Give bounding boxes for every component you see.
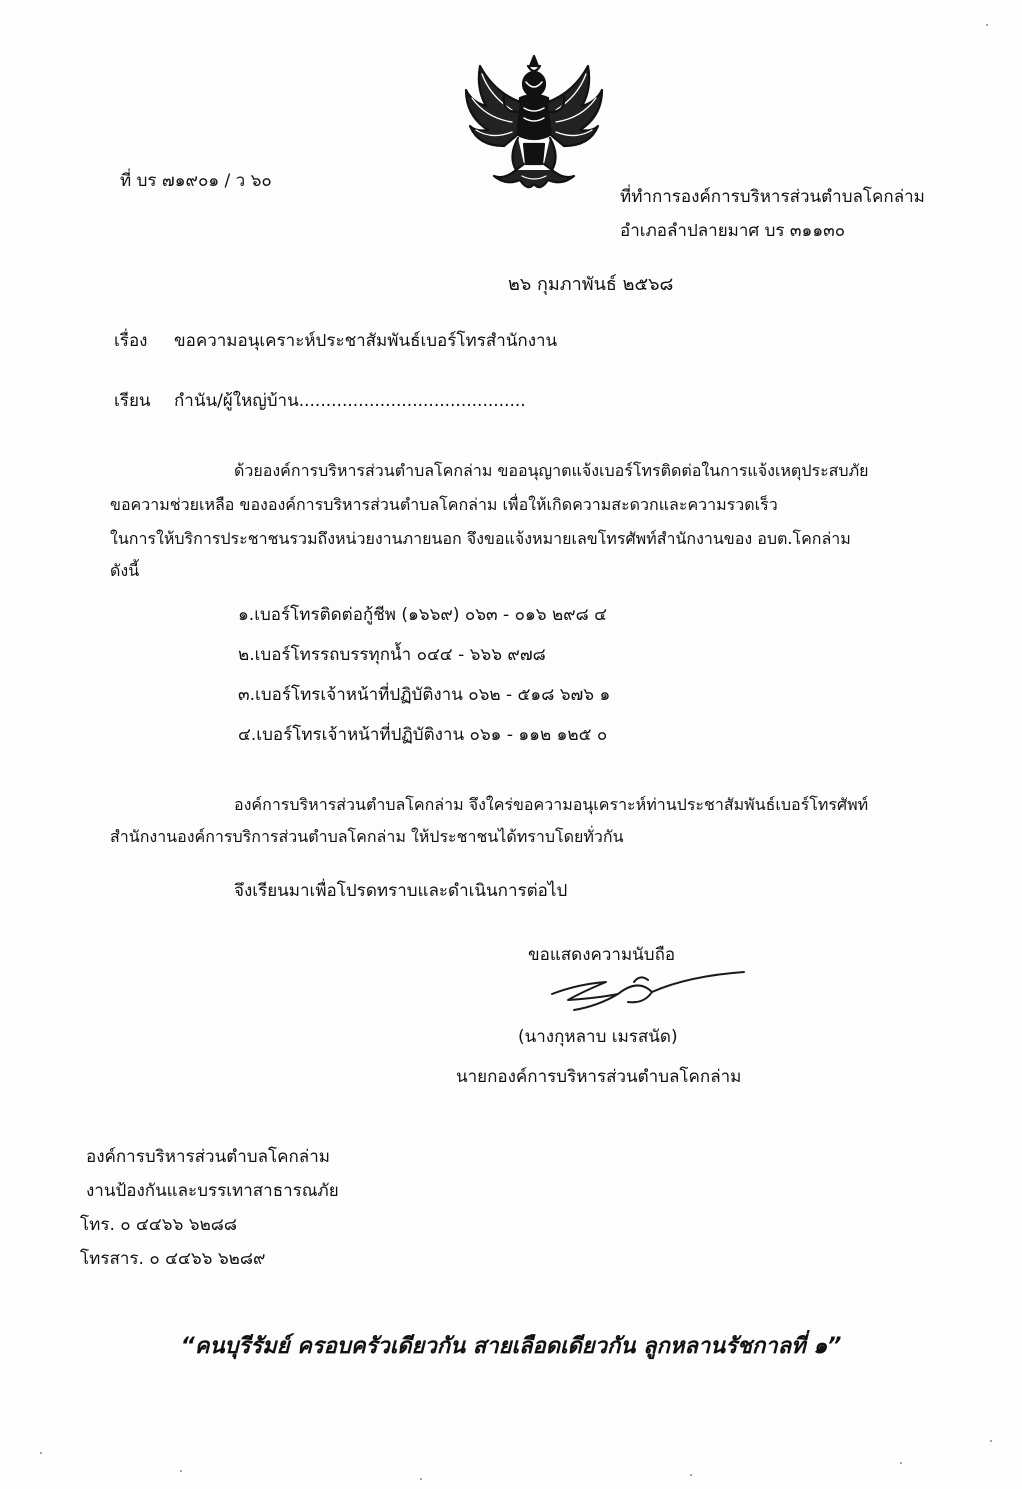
signatory-position: นายกองค์การบริหารส่วนตำบลโคกล่าม xyxy=(456,1067,742,1087)
scan-speck xyxy=(990,1440,992,1442)
office-address-line1: ที่ทำการองค์การบริหารส่วนตำบลโคกล่าม xyxy=(620,187,925,207)
recipient-text: กำนัน/ผู้ใหญ่บ้าน.......................................... xyxy=(174,391,526,411)
garuda-emblem-icon xyxy=(458,52,610,200)
provincial-motto: “คนบุรีรัมย์ ครอบครัวเดียวกัน สายเลือดเดียวกัน ลูกหลานรัชกาลที่ ๑” xyxy=(180,1334,842,1359)
document-date: ๒๖ กุมภาพันธ์ ๒๕๖๘ xyxy=(508,274,674,295)
paragraph1-line3: ในการให้บริการประชาชนรวมถึงหน่วยงานภายนอก จึงขอแจ้งหมายเลขโทรศัพท์สำนักงานของ อบต.โคกล่าม xyxy=(110,529,851,548)
subject-text: ขอความอนุเคราะห์ประชาสัมพันธ์เบอร์โทรสำนักงาน xyxy=(174,331,558,351)
phone-list-item: ๒.เบอร์โทรรถบรรทุกน้ำ ๐๔๔ - ๖๖๖ ๙๗๘ xyxy=(238,645,546,665)
scan-speck xyxy=(420,1478,422,1480)
paragraph1-line4: ดังนี้ xyxy=(110,561,140,580)
subject-label: เรื่อง xyxy=(114,331,148,351)
paragraph2-line2: สำนักงานองค์การบริการส่วนตำบลโคกล่าม ให้ประชาชนได้ทราบโดยทั่วกัน xyxy=(110,827,624,846)
scan-speck xyxy=(986,24,988,26)
phone-list-item: ๓.เบอร์โทรเจ้าหน้าที่ปฏิบัติงาน ๐๖๒ - ๕๑๘ ๖๗๖ ๑ xyxy=(238,685,611,705)
reference-number: ที่ บร ๗๑๙๐๑ / ว ๖๐ xyxy=(120,171,272,191)
office-address-line2: อำเภอลำปลายมาศ บร ๓๑๑๓๐ xyxy=(620,221,846,241)
scan-speck xyxy=(40,1452,42,1454)
closing-request: จึงเรียนมาเพื่อโปรดทราบและดำเนินการต่อไป xyxy=(234,881,568,901)
salutation: ขอแสดงความนับถือ xyxy=(528,945,676,965)
scan-speck xyxy=(900,1462,902,1464)
footer-fax: โทรสาร. ๐ ๔๔๖๖ ๖๒๘๙ xyxy=(80,1249,266,1269)
footer-telephone: โทร. ๐ ๔๔๖๖ ๖๒๘๘ xyxy=(80,1215,238,1235)
signatory-name: (นางกุหลาบ เมรสนัด) xyxy=(518,1027,678,1047)
recipient-label: เรียน xyxy=(114,391,151,411)
paragraph1-line1: ด้วยองค์การบริหารส่วนตำบลโคกล่าม ขออนุญาตแจ้งเบอร์โทรติดต่อในการแจ้งเหตุประสบภัย xyxy=(234,461,869,480)
footer-organization: องค์การบริหารส่วนตำบลโคกล่าม xyxy=(86,1147,330,1167)
paragraph1-line2: ขอความช่วยเหลือ ขององค์การบริหารส่วนตำบลโคกล่าม เพื่อให้เกิดความสะดวกและความรวดเร็ว xyxy=(110,495,778,514)
footer-department: งานป้องกันและบรรเทาสาธารณภัย xyxy=(86,1181,339,1201)
handwritten-signature xyxy=(548,962,758,1020)
phone-list-item: ๔.เบอร์โทรเจ้าหน้าที่ปฏิบัติงาน ๐๖๑ - ๑๑๒ ๑๒๕ ๐ xyxy=(238,725,608,745)
scan-speck xyxy=(180,1470,182,1472)
paragraph2-line1: องค์การบริหารส่วนตำบลโคกล่าม จึงใคร่ขอความอนุเคราะห์ท่านประชาสัมพันธ์เบอร์โทรศัพท์ xyxy=(234,795,869,814)
phone-list-item: ๑.เบอร์โทรติดต่อกู้ชีพ (๑๖๖๙) ๐๖๓ - ๐๑๖ ๒๙๘ ๔ xyxy=(238,605,608,625)
scan-speck xyxy=(690,1474,692,1476)
